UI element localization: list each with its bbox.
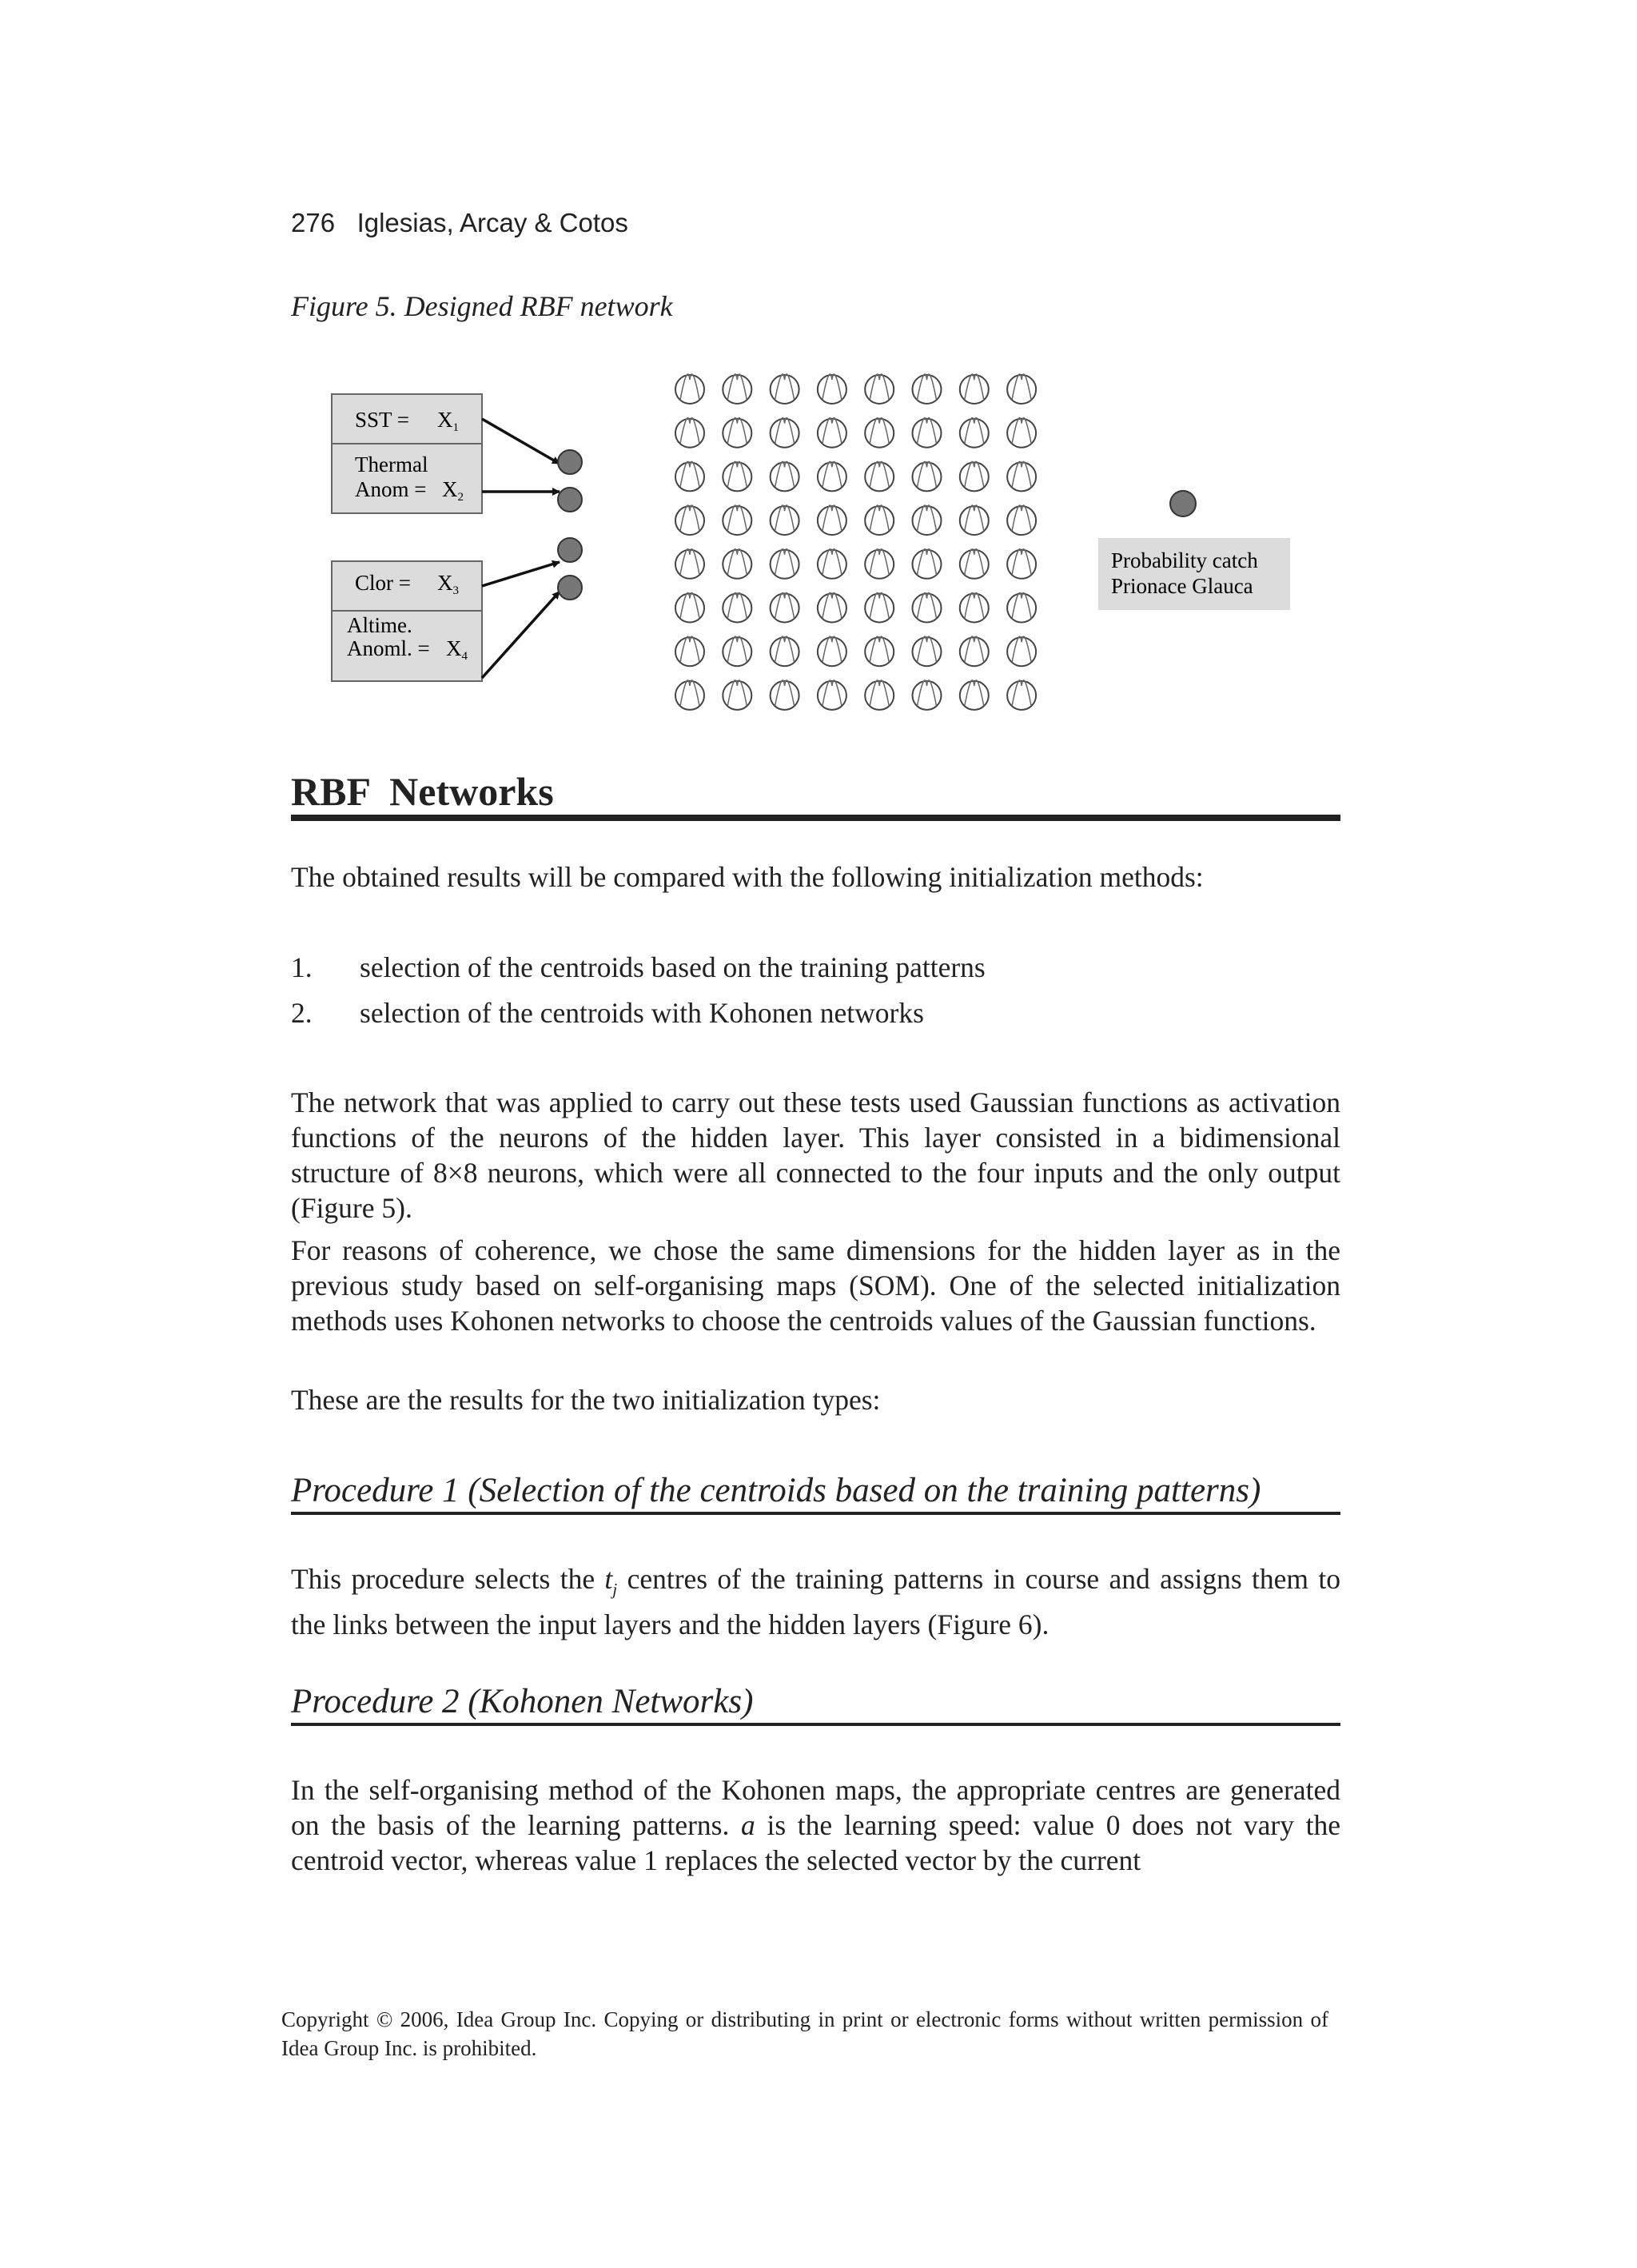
- hidden-neuron: [960, 636, 989, 666]
- hidden-neuron: [771, 461, 799, 491]
- hidden-neuron: [675, 374, 704, 404]
- hidden-neuron: [913, 505, 942, 535]
- hidden-neuron: [960, 505, 989, 535]
- paragraph-results: These are the results for the two initialization types:: [291, 1384, 881, 1416]
- hidden-neuron: [865, 680, 894, 710]
- procedure-2-text: In the self-organising method of the Kohonen maps, the appropriate centres are generated on the basis of the learning patterns. a is the learning speed: value 0 does not vary the centroid vector, whereas value 1 replaces the selected vector by the current: [291, 1774, 1341, 1876]
- list-item: [291, 950, 986, 985]
- hidden-neuron: [675, 461, 704, 491]
- hidden-neuron: [723, 461, 751, 491]
- hidden-neuron: [818, 461, 846, 491]
- hidden-neuron: [960, 549, 989, 579]
- hidden-neuron: [675, 592, 704, 622]
- hidden-neuron: [913, 418, 942, 448]
- rbf-network-figure: [0, 0, 1637, 751]
- hidden-neuron: [723, 418, 751, 448]
- hidden-neuron: [723, 549, 751, 579]
- input-var-x1: X1: [437, 408, 459, 434]
- hidden-neuron: [960, 461, 989, 491]
- section-title: RBF Networks: [291, 771, 1340, 821]
- hidden-neuron: [865, 592, 894, 622]
- hidden-neuron: [913, 680, 942, 710]
- hidden-neuron: [818, 680, 846, 710]
- input-label-anom: Anom =: [355, 477, 427, 501]
- hidden-neuron: [771, 505, 799, 535]
- hidden-neuron: [1007, 461, 1036, 491]
- hidden-neuron: [723, 505, 751, 535]
- input-label-altime: Altime.: [347, 613, 412, 637]
- list-number: 2.: [291, 997, 313, 1029]
- input-var-x3: X3: [437, 571, 459, 597]
- hidden-neuron: [723, 592, 751, 622]
- input-var-x2: X2: [442, 477, 464, 504]
- hidden-neuron: [913, 461, 942, 491]
- hidden-neuron: [865, 505, 894, 535]
- input-label-anoml: Anoml. =: [347, 636, 430, 660]
- hidden-neuron: [1007, 549, 1036, 579]
- running-head: 276 Iglesias, Arcay & Cotos: [291, 208, 628, 237]
- intro-paragraph: The obtained results will be compared with the following initialization methods:: [291, 861, 1204, 893]
- hidden-neuron: [1007, 505, 1036, 535]
- list-number: 1.: [291, 951, 313, 983]
- procedure-2-title: Procedure 2 (Kohonen Networks): [291, 1682, 1340, 1726]
- hidden-neuron: [771, 680, 799, 710]
- hidden-neuron: [1007, 636, 1036, 666]
- input-box-top: [332, 394, 482, 513]
- hidden-neuron: [818, 636, 846, 666]
- figure-caption: Figure 5. Designed RBF network: [291, 290, 673, 322]
- input-arrows: [482, 419, 560, 678]
- hidden-neuron: [1007, 418, 1036, 448]
- hidden-layer-grid: [675, 374, 1036, 710]
- hidden-neuron: [675, 636, 704, 666]
- hidden-neuron: [818, 549, 846, 579]
- input-label-sst: SST =: [355, 408, 410, 432]
- hidden-neuron: [675, 505, 704, 535]
- hidden-neuron: [865, 636, 894, 666]
- procedure-1-text: This procedure selects the $t_j$ centres of the training patterns in course and assigns them to the links between the input layers and the hidden layers (Figure 6).: [291, 1563, 1340, 1641]
- input-neurons: [558, 450, 582, 600]
- hidden-neuron: [818, 505, 846, 535]
- input-label-clor: Clor =: [355, 571, 411, 595]
- hidden-neuron: [675, 549, 704, 579]
- hidden-neuron: [723, 636, 751, 666]
- input-var-x4: X4: [446, 636, 468, 663]
- output-label-box: [1098, 538, 1290, 610]
- procedure-1-title: Procedure 1 (Selection of the centroids based on the training patterns): [291, 1471, 1340, 1515]
- paragraph-network: The network that was applied to carry out these tests used Gaussian functions as activation functions of the neurons of the hidden layer. This layer consisted in a bidimensional structure of 8×8 neurons, which were all connected to the four inputs and the only output (Figure 5).: [291, 1086, 1340, 1224]
- hidden-neuron: [960, 418, 989, 448]
- hidden-neuron: [865, 549, 894, 579]
- hidden-neuron: [675, 680, 704, 710]
- hidden-neuron: [771, 636, 799, 666]
- paragraph-coherence: For reasons of coherence, we chose the same dimensions for the hidden layer as in the previous study based on self-organising maps (SOM). One of the selected initialization methods uses Kohonen networks to choose the centroids values of the Gaussian functions.: [291, 1234, 1340, 1337]
- hidden-neuron: [913, 636, 942, 666]
- hidden-neuron: [818, 592, 846, 622]
- copyright-footer: Copyright © 2006, Idea Group Inc. Copying or distributing in print or electronic forms without written permission of Idea Group Inc. is prohibited.: [281, 2007, 1328, 2060]
- variable-t: $t_j$: [604, 1563, 618, 1600]
- hidden-neuron: [960, 592, 989, 622]
- hidden-neuron: [723, 374, 751, 404]
- input-label-thermal: Thermal: [355, 452, 428, 476]
- hidden-neuron: [771, 592, 799, 622]
- hidden-neuron: [818, 374, 846, 404]
- hidden-neuron: [771, 549, 799, 579]
- hidden-neuron: [723, 680, 751, 710]
- list-item: [291, 995, 924, 1030]
- output-label-line1: Probability catch: [1111, 548, 1258, 572]
- hidden-neuron: [865, 374, 894, 404]
- hidden-neuron: [913, 374, 942, 404]
- hidden-neuron: [913, 549, 942, 579]
- hidden-neuron: [771, 374, 799, 404]
- variable-a: a: [741, 1809, 755, 1841]
- list-text: selection of the centroids with Kohonen networks: [360, 997, 924, 1029]
- hidden-neuron: [1007, 680, 1036, 710]
- output-label-line2: Prionace Glauca: [1111, 574, 1253, 598]
- hidden-neuron: [771, 418, 799, 448]
- hidden-neuron: [913, 592, 942, 622]
- output-neuron: [1170, 491, 1196, 516]
- hidden-neuron: [1007, 592, 1036, 622]
- hidden-neuron: [960, 680, 989, 710]
- list-text: selection of the centroids based on the training patterns: [360, 951, 986, 983]
- hidden-neuron: [1007, 374, 1036, 404]
- hidden-neuron: [818, 418, 846, 448]
- hidden-neuron: [675, 418, 704, 448]
- input-box-bottom: [332, 561, 482, 681]
- hidden-neuron: [865, 461, 894, 491]
- hidden-neuron: [865, 418, 894, 448]
- hidden-neuron: [960, 374, 989, 404]
